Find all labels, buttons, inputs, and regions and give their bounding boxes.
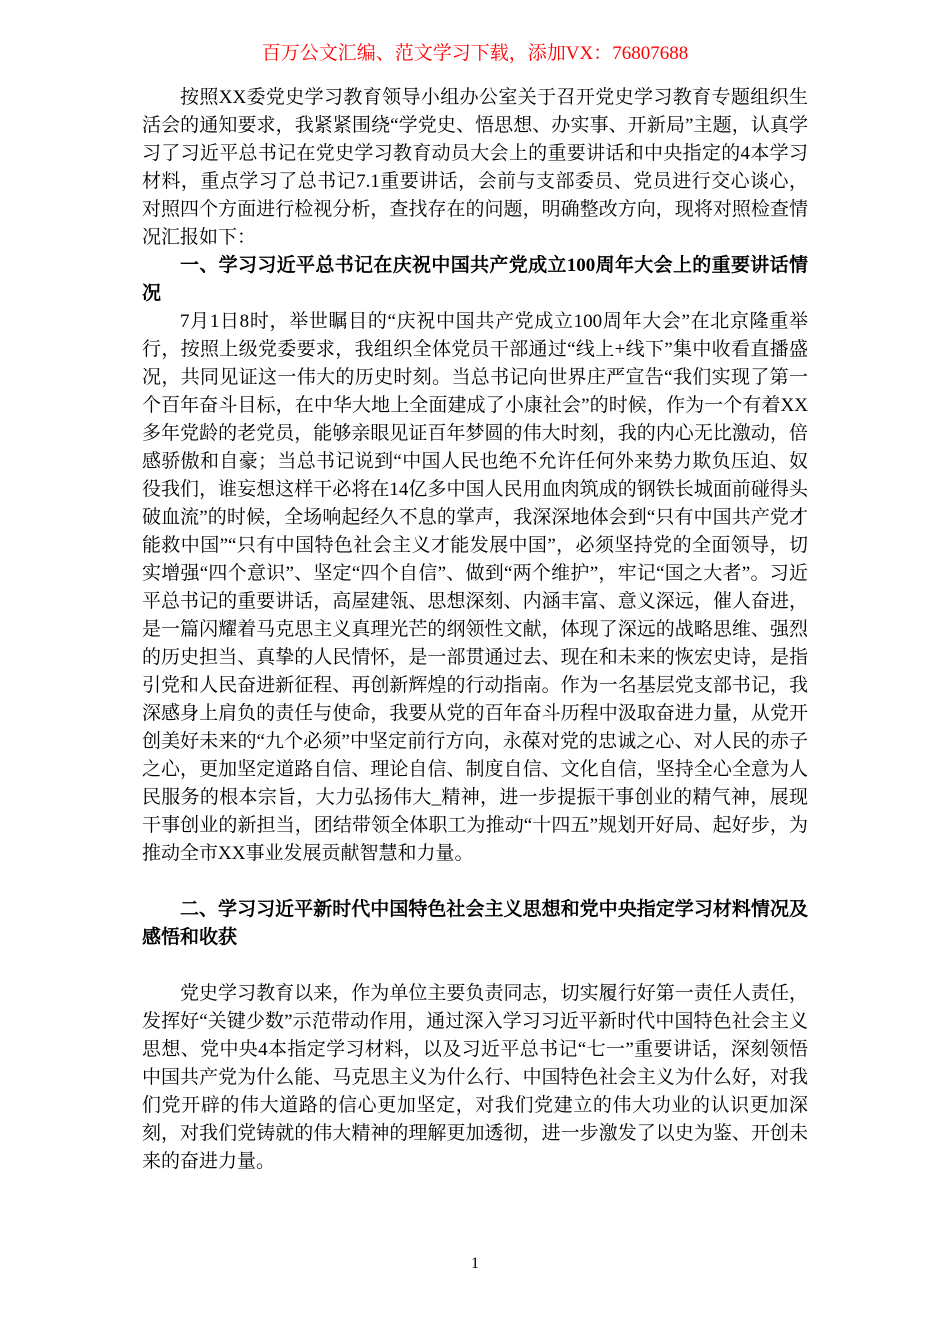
page-number: 1 [471, 1255, 479, 1272]
blank-line [142, 952, 808, 980]
document-body [142, 84, 808, 1176]
blank-line [142, 868, 808, 896]
promo-banner: 百万公文汇编、范文学习下载，添加VX：76807688 [261, 43, 689, 64]
body-paragraph: 按照XX委党史学习教育领导小组办公室关于召开党史学习教育专题组织生活会的通知要求，我紧紧围绕“学党史、悟思想、办实事、开新局”主题，认真学习了习近平总书记在党史学习教育动员大会上的重要讲话和中央指定的4本学习材料，重点学习了总书记7.1重要讲话，会前与支部委员、党员进行交心谈心，对照四个方面进行检视分析，查找存在的问题，明确整改方向，现将对照检查情况汇报如下： [142, 87, 808, 248]
section-heading: 一、学习习近平总书记在庆祝中国共产党成立100周年大会上的重要讲话情况 [142, 255, 808, 304]
body-paragraph: 党史学习教育以来，作为单位主要负责同志，切实履行好第一责任人责任，发挥好“关键少数”示范带动作用，通过深入学习习近平新时代中国特色社会主义思想、党中央4本指定学习材料，以及习近平总书记“七一”重要讲话，深刻领悟中国共产党为什么能、马克思主义为什么行、中国特色社会主义为什么好，对我们党开辟的伟大道路的信心更加坚定，对我们党建立的伟大功业的认识更加深刻，对我们党铸就的伟大精神的理解更加透彻，进一步激发了以史为鉴、开创未来的奋进力量。 [142, 983, 808, 1172]
section-heading: 二、学习习近平新时代中国特色社会主义思想和党中央指定学习材料情况及感悟和收获 [142, 899, 808, 948]
body-paragraph: 7月1日8时，举世瞩目的“庆祝中国共产党成立100周年大会”在北京隆重举行，按照上级党委要求，我组织全体党员干部通过“线上+线下”集中收看直播盛况，共同见证这一伟大的历史时刻。当总书记向世界庄严宣告“我们实现了第一个百年奋斗目标，在中华大地上全面建成了小康社会”的时候，作为一个有着XX多年党龄的老党员，能够亲眼见证百年梦圆的伟大时刻，我的内心无比激动，倍感骄傲和自豪；当总书记说到“中国人民也绝不允许任何外来势力欺负压迫、奴役我们，谁妄想这样干必将在14亿多中国人民用血肉筑成的钢铁长城面前碰得头破血流”的时候，全场响起经久不息的掌声，我深深地体会到“只有中国共产党才能救中国”“只有中国特色社会主义才能发展中国”，必须坚持党的全面领导，切实增强“四个意识”、坚定“四个自信”、做到“两个维护”，牢记“国之大者”。习近平总书记的重要讲话，高屋建瓴、思想深刻、内涵丰富、意义深远，催人奋进，是一篇闪耀着马克思主义真理光芒的纲领性文献，体现了深远的战略思维、强烈的历史担当、真挚的人民情怀，是一部贯通过去、现在和未来的恢宏史诗，是指引党和人民奋进新征程、再创新辉煌的行动指南。作为一名基层党支部书记，我深感身上肩负的责任与使命，我要从党的百年奋斗历程中汲取奋进力量，从党开创美好未来的“九个必须”中坚定前行方向，永葆对党的忠诚之心、对人民的赤子之心，更加坚定道路自信、理论自信、制度自信、文化自信，坚持全心全意为人民服务的根本宗旨，大力弘扬伟大_精神，进一步提振干事创业的精气神，展现干事创业的新担当，团结带领全体职工为推动“十四五”规划开好局、起好步，为推动全市XX事业发展贡献智慧和力量。 [142, 311, 808, 864]
